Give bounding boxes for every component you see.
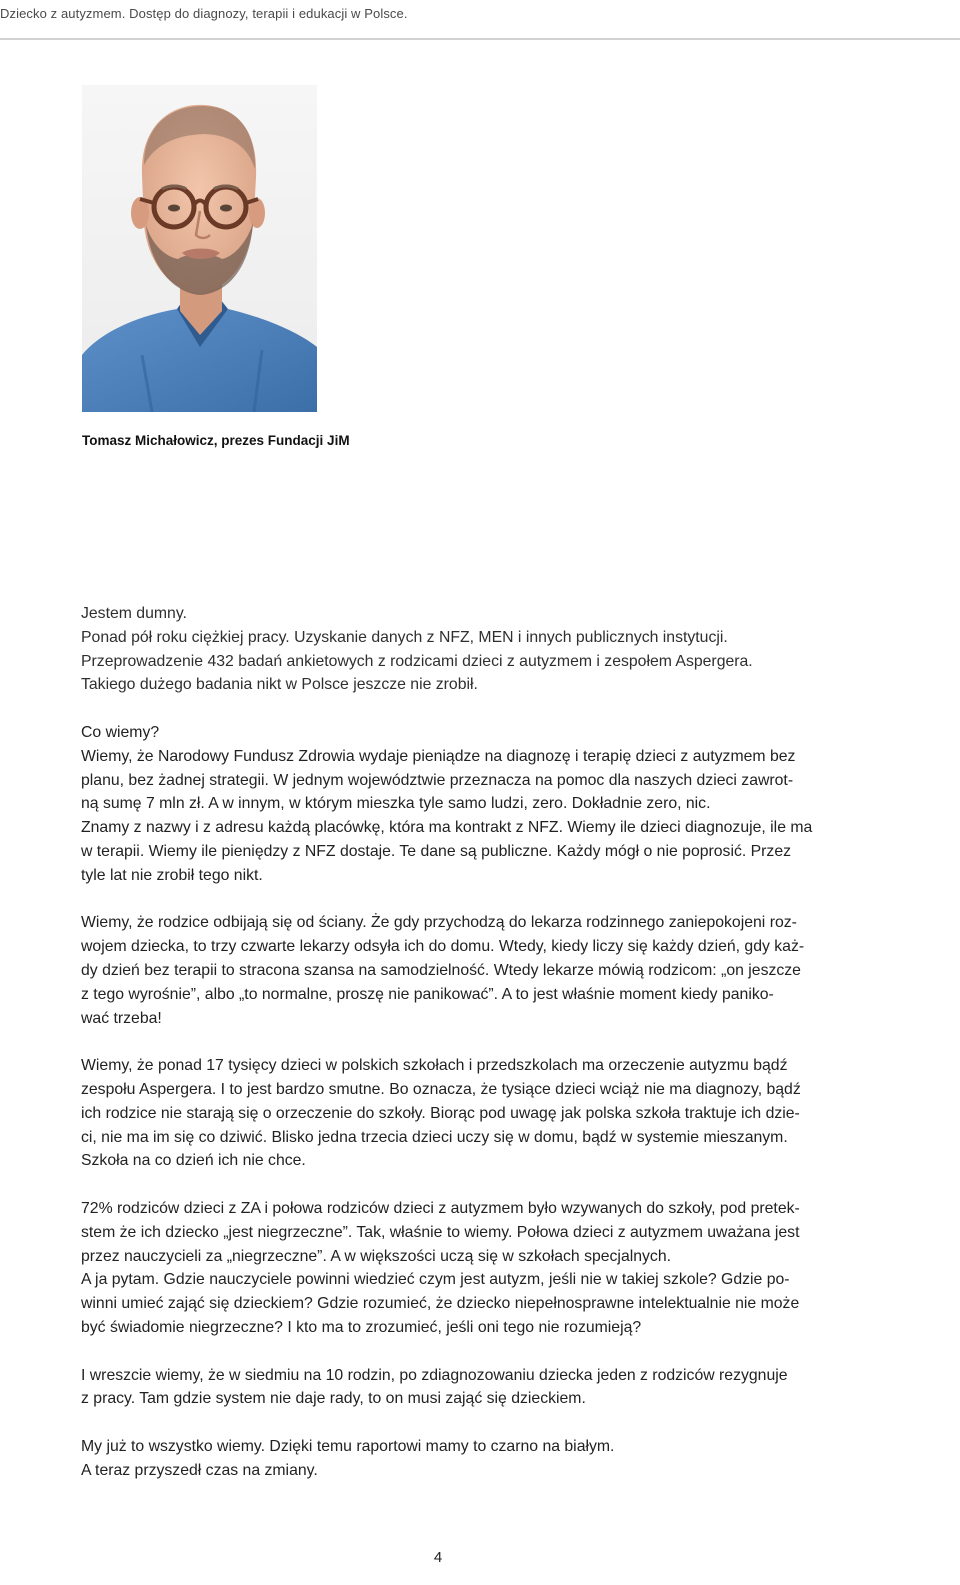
text-line: A ja pytam. Gdzie nauczyciele powinni wiedzieć czym jest autyzm, jeśli nie w takiej szkole? Gdzie po-: [81, 1271, 790, 1289]
text-line: Wiemy, że ponad 17 tysięcy dzieci w polskich szkołach i przedszkolach ma orzeczenie autyzmu bądź: [81, 1057, 788, 1075]
text-line: dy dzień bez terapii to stracona szansa na samodzielność. Wtedy lekarze mówią rodzicom: „on jeszcze: [81, 961, 801, 979]
text-line: Takiego dużego badania nikt w Polsce jeszcze nie zrobił.: [81, 676, 478, 694]
text-line: Znamy z nazwy i z adresu każdą placówkę, która ma kontrakt z NFZ. Wiemy ile dzieci diagnozuje, ile ma: [81, 819, 813, 837]
text-line: wojem dziecka, to trzy czwarte lekarzy odsyła ich do domu. Wtedy, kiedy liczy się każdy dzień, gdy każ-: [81, 938, 805, 956]
text-line: Co wiemy?: [81, 723, 160, 741]
text-line: Wiemy, że rodzice odbijają się od ściany. Że gdy przychodzą do lekarza rodzinnego zaniepokojeni roz-: [81, 914, 797, 932]
text-line: Przeprowadzenie 432 badań ankietowych z rodzicami dzieci z autyzmem i zespołem Aspergera.: [81, 652, 753, 670]
text-line: tyle lat nie zrobił tego nikt.: [81, 866, 263, 884]
text-line: A teraz przyszedł czas na zmiany.: [81, 1461, 318, 1479]
text-line: Ponad pół roku ciężkiej pracy. Uzyskanie danych z NFZ, MEN i innych publicznych instytucji.: [81, 628, 728, 646]
text-line: z pracy. Tam gdzie system nie daje rady, to on musi zająć się dzieckiem.: [81, 1390, 586, 1408]
text-line: być świadomie niegrzeczne? I kto ma to zrozumieć, jeśli oni tego nie rozumieją?: [81, 1318, 642, 1336]
text-line: Szkoła na co dzień ich nie chce.: [81, 1152, 306, 1170]
text-line: 72% rodziców dzieci z ZA i połowa rodziców dzieci z autyzmem było wzywanych do szkoły, pod pretek-: [81, 1199, 800, 1217]
text-line: Jestem dumny.: [81, 605, 187, 622]
article-body: [81, 602, 871, 1482]
text-line: I wreszcie wiemy, że w siedmiu na 10 rodzin, po zdiagnozowaniu dziecka jeden z rodziców rezygnuje: [81, 1366, 788, 1384]
article-paragraph: [81, 1054, 871, 1173]
text-line: winni umieć zająć się dzieckiem? Gdzie rozumieć, że dziecko niepełnosprawne intelektualnie nie może: [81, 1295, 800, 1313]
article-paragraph: [81, 602, 871, 697]
text-line: ną sumę 7 mln zł. A w innym, w którym mieszka tyle samo ludzi, zero. Dokładnie zero, nic.: [81, 795, 711, 813]
text-line: przez nauczycieli za „niegrzeczne”. A w większości uczą się w szkołach specjalnych.: [81, 1247, 671, 1265]
text-line: Wiemy, że Narodowy Fundusz Zdrowia wydaje pieniądze na diagnozę i terapię dzieci z autyzmem bez: [81, 747, 796, 765]
photo-caption: Tomasz Michałowicz, prezes Fundacji JiM: [82, 433, 350, 448]
article-paragraph: [81, 1435, 871, 1483]
text-line: zespołu Aspergera. I to jest bardzo smutne. Bo oznacza, że tysiące dzieci wciąż nie ma diagnozy, bądź: [81, 1080, 801, 1098]
running-title: Dziecko z autyzmem. Dostęp do diagnozy, terapii i edukacji w Polsce.: [0, 6, 408, 21]
text-line: ich rodzice nie starają się o orzeczenie do szkoły. Biorąc pod uwagę jak polska szkoła traktuje ich dzie-: [81, 1104, 800, 1122]
text-line: z tego wyrośnie”, albo „to normalne, proszę nie panikować”. A to jest właśnie moment kiedy paniko-: [81, 985, 774, 1003]
text-line: wać trzeba!: [81, 1009, 162, 1027]
article-paragraph: [81, 1197, 871, 1340]
header-divider: [0, 38, 960, 40]
portrait-photo-icon: [82, 85, 317, 412]
text-line: planu, bez żadnej strategii. W jednym województwie przeznacza na pomoc dla naszych dzieci zawrot-: [81, 771, 794, 789]
text-line: stem że ich dziecko „jest niegrzeczne”. Tak, właśnie to wiemy. Połowa dzieci z autyzmem uważana jest: [81, 1223, 800, 1241]
page-number: 4: [433, 1549, 443, 1566]
text-line: ci, nie ma im się co dziwić. Blisko jedna trzecia dzieci uczy się w domu, bądź w systemie mieszanym.: [81, 1128, 788, 1146]
portrait-photo: [82, 85, 317, 412]
text-line: w terapii. Wiemy ile pieniędzy z NFZ dostaje. Te dane są publiczne. Każdy mógł o nie poprosić. Przez: [81, 842, 792, 860]
text-line: My już to wszystko wiemy. Dzięki temu raportowi mamy to czarno na białym.: [81, 1437, 615, 1455]
article-paragraph: [81, 721, 871, 888]
article-paragraph: [81, 1364, 871, 1412]
article-paragraph: [81, 911, 871, 1030]
